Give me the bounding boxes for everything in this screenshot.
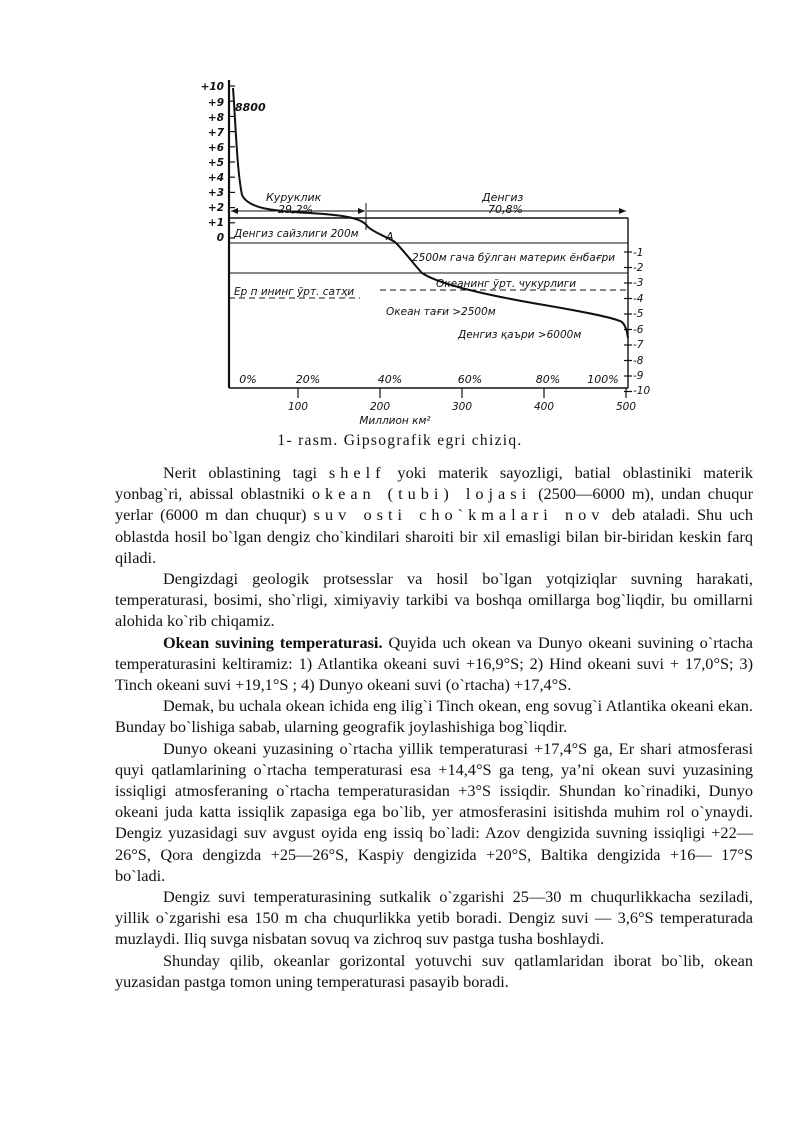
land-label: Куруклик: [266, 191, 322, 204]
body-text: [115, 462, 753, 992]
arrow-head: [231, 208, 238, 214]
area-label: 200: [369, 401, 391, 413]
y-tick-label: +10: [200, 81, 224, 93]
percent-label: 80%: [535, 373, 561, 386]
y-tick-label: +8: [207, 112, 224, 124]
area-label: 500: [615, 401, 637, 413]
arrow-head: [358, 208, 365, 214]
depth-tick-label: -6: [633, 324, 644, 336]
depth-tick-label: -2: [633, 262, 644, 274]
y-tick-label: +4: [207, 172, 224, 184]
y-tick-label: 0: [216, 232, 224, 244]
paragraph: Nerit oblastining tagi shelf yoki materik sayozligi, batial oblastiniki materik yonbag`ri, abissal oblastniki okean (tubi) lojasi (2500—6000 m), undan chuqur yerlar (6000 m dan chuqur) suv osti cho`kmalari nov deb ataladi. Shu uch oblastda hosil bo`lgan dengiz cho`kindilari sharoiti bir xil emasligi bilan bir-biridan keskin farq qiladi.: [115, 463, 754, 567]
y-tick-label: +6: [207, 142, 224, 154]
paragraph: Dengiz suvi temperaturasining sutkalik o`zgarishi 25—30 m chuqurlikkacha seziladi, yillik o`zgarishi esa 150 m cha chuqurlikka yetib boradi. Dengiz suvi — 3,6°S temperaturada muzlaydi. Iliq suvga nisbatan sovuq va zichroq suv pastga tusha boshlaydi.: [115, 887, 753, 949]
area-label: 300: [451, 401, 473, 413]
area-label: 400: [533, 401, 555, 413]
paragraph: Okean suvining temperaturasi. Quyida uch okean va Dunyo okeani suvining o`rtacha temperaturasini keltiramiz: 1) Atlantika okeani suvi +16,9°S; 2) Hind okeani suvi + 17,0°S; 3) Tinch okeani suvi +19,1°S ; 4) Dunyo okeani suvi (o`rtacha) +17,4°S.: [115, 632, 754, 695]
ocean-mean-depth-label: Океанинг ўрт. чукурлиги: [436, 278, 577, 290]
percent-label: 0%: [239, 373, 257, 386]
percent-label: 20%: [295, 373, 321, 386]
y-tick-label: +3: [207, 187, 224, 199]
y-tick-label: +7: [207, 127, 224, 139]
land-mean-height-label: Ер п ининг ўрт. сатҳи: [234, 286, 355, 298]
percent-label: 60%: [457, 373, 483, 386]
y-tick-label: +1: [207, 217, 224, 229]
figure-caption: 1- rasm. Gipsografik egri chiziq.: [277, 432, 523, 449]
sea-label: Денгиз: [482, 191, 524, 204]
depth-tick-label: -10: [633, 385, 650, 397]
depth-tick-label: -5: [633, 308, 644, 320]
x-axis-unit: Миллион км²: [359, 415, 431, 427]
shelf-label: Денгиз сайзлиги 200м: [234, 228, 359, 240]
paragraph: Shunday qilib, okeanlar gorizontal yotuvchi suv qatlamlaridan iborat bo`lib, okean yuzasidan pastga tomon uning temperaturasi pasayib boradi.: [115, 950, 753, 991]
point-a-label: A: [386, 230, 394, 243]
y-tick-label: +2: [207, 202, 224, 214]
percent-label: 100%: [587, 373, 619, 386]
percent-label: 40%: [377, 373, 403, 386]
peak-label: 8800: [235, 101, 266, 114]
hypsographic-curve-figure: [190, 70, 650, 430]
paragraph: Dunyo okeani yuzasining o`rtacha yillik temperaturasi +17,4°S ga, Er shari atmosferasi quyi qatlamlarining o`rtacha temperaturasi esa +14,4°S ga teng, ya’ni okean suvi yuzasining issiqligi atmosferaning o`rtacha temperaturasidan +3°S issiqdir. Shundan ko`rinadiki, Dunyo okeani juda katta issiqlik zapasiga ega bo`lib, yer atmosferasini isitishda muhim rol o`ynaydi. Dengiz yuzasidagi suv avgust oyida eng issiq bo`ladi: Azov dengizida suvning issiqligi +22—26°S, Qora dengizda +25—26°S, Kaspiy dengizida +20°S, Baltika dengizida +16— 17°S bo`ladi.: [115, 738, 753, 885]
y-tick-label: +9: [207, 97, 224, 109]
depth-tick-label: -9: [633, 370, 644, 382]
section-heading: Okean suvining temperaturasi.: [163, 632, 383, 652]
depth-tick-label: -3: [633, 277, 644, 289]
arrow-head: [619, 208, 626, 214]
paragraph: Demak, bu uchala okean ichida eng ilig`i Tinch okean, eng sovug`i Atlantika okeani ekan. Bunday bo`lishiga sabab, ularning geografik joylashishiga bog`liqdir.: [115, 696, 753, 737]
y-tick-label: +5: [207, 157, 224, 169]
area-label: 100: [287, 401, 309, 413]
bottom-tick-marks: [298, 388, 626, 398]
ocean-floor-label: Океан тағи >2500м: [386, 306, 496, 318]
depth-tick-label: -8: [633, 355, 644, 367]
sea-percent: 70,8%: [488, 203, 523, 216]
depth-tick-label: -1: [633, 247, 644, 259]
depth-tick-label: -7: [633, 339, 644, 351]
paragraph: Dengizdagi geologik protsesslar va hosil bo`lgan yotqiziqlar suvning harakati, temperaturasi, bosimi, sho`rligi, ximiyaviy tarkibi va boshqa omillarga bog`liqdir, bu omillarni alohida ko`rib chiqamiz.: [115, 569, 753, 631]
slope-label: 2500м гача бўлган материк ёнбағри: [412, 252, 616, 264]
deep-trench-label: Денгиз қаъри >6000м: [458, 329, 582, 341]
land-percent: 29,2%: [278, 203, 313, 216]
depth-tick-label: -4: [633, 293, 644, 305]
